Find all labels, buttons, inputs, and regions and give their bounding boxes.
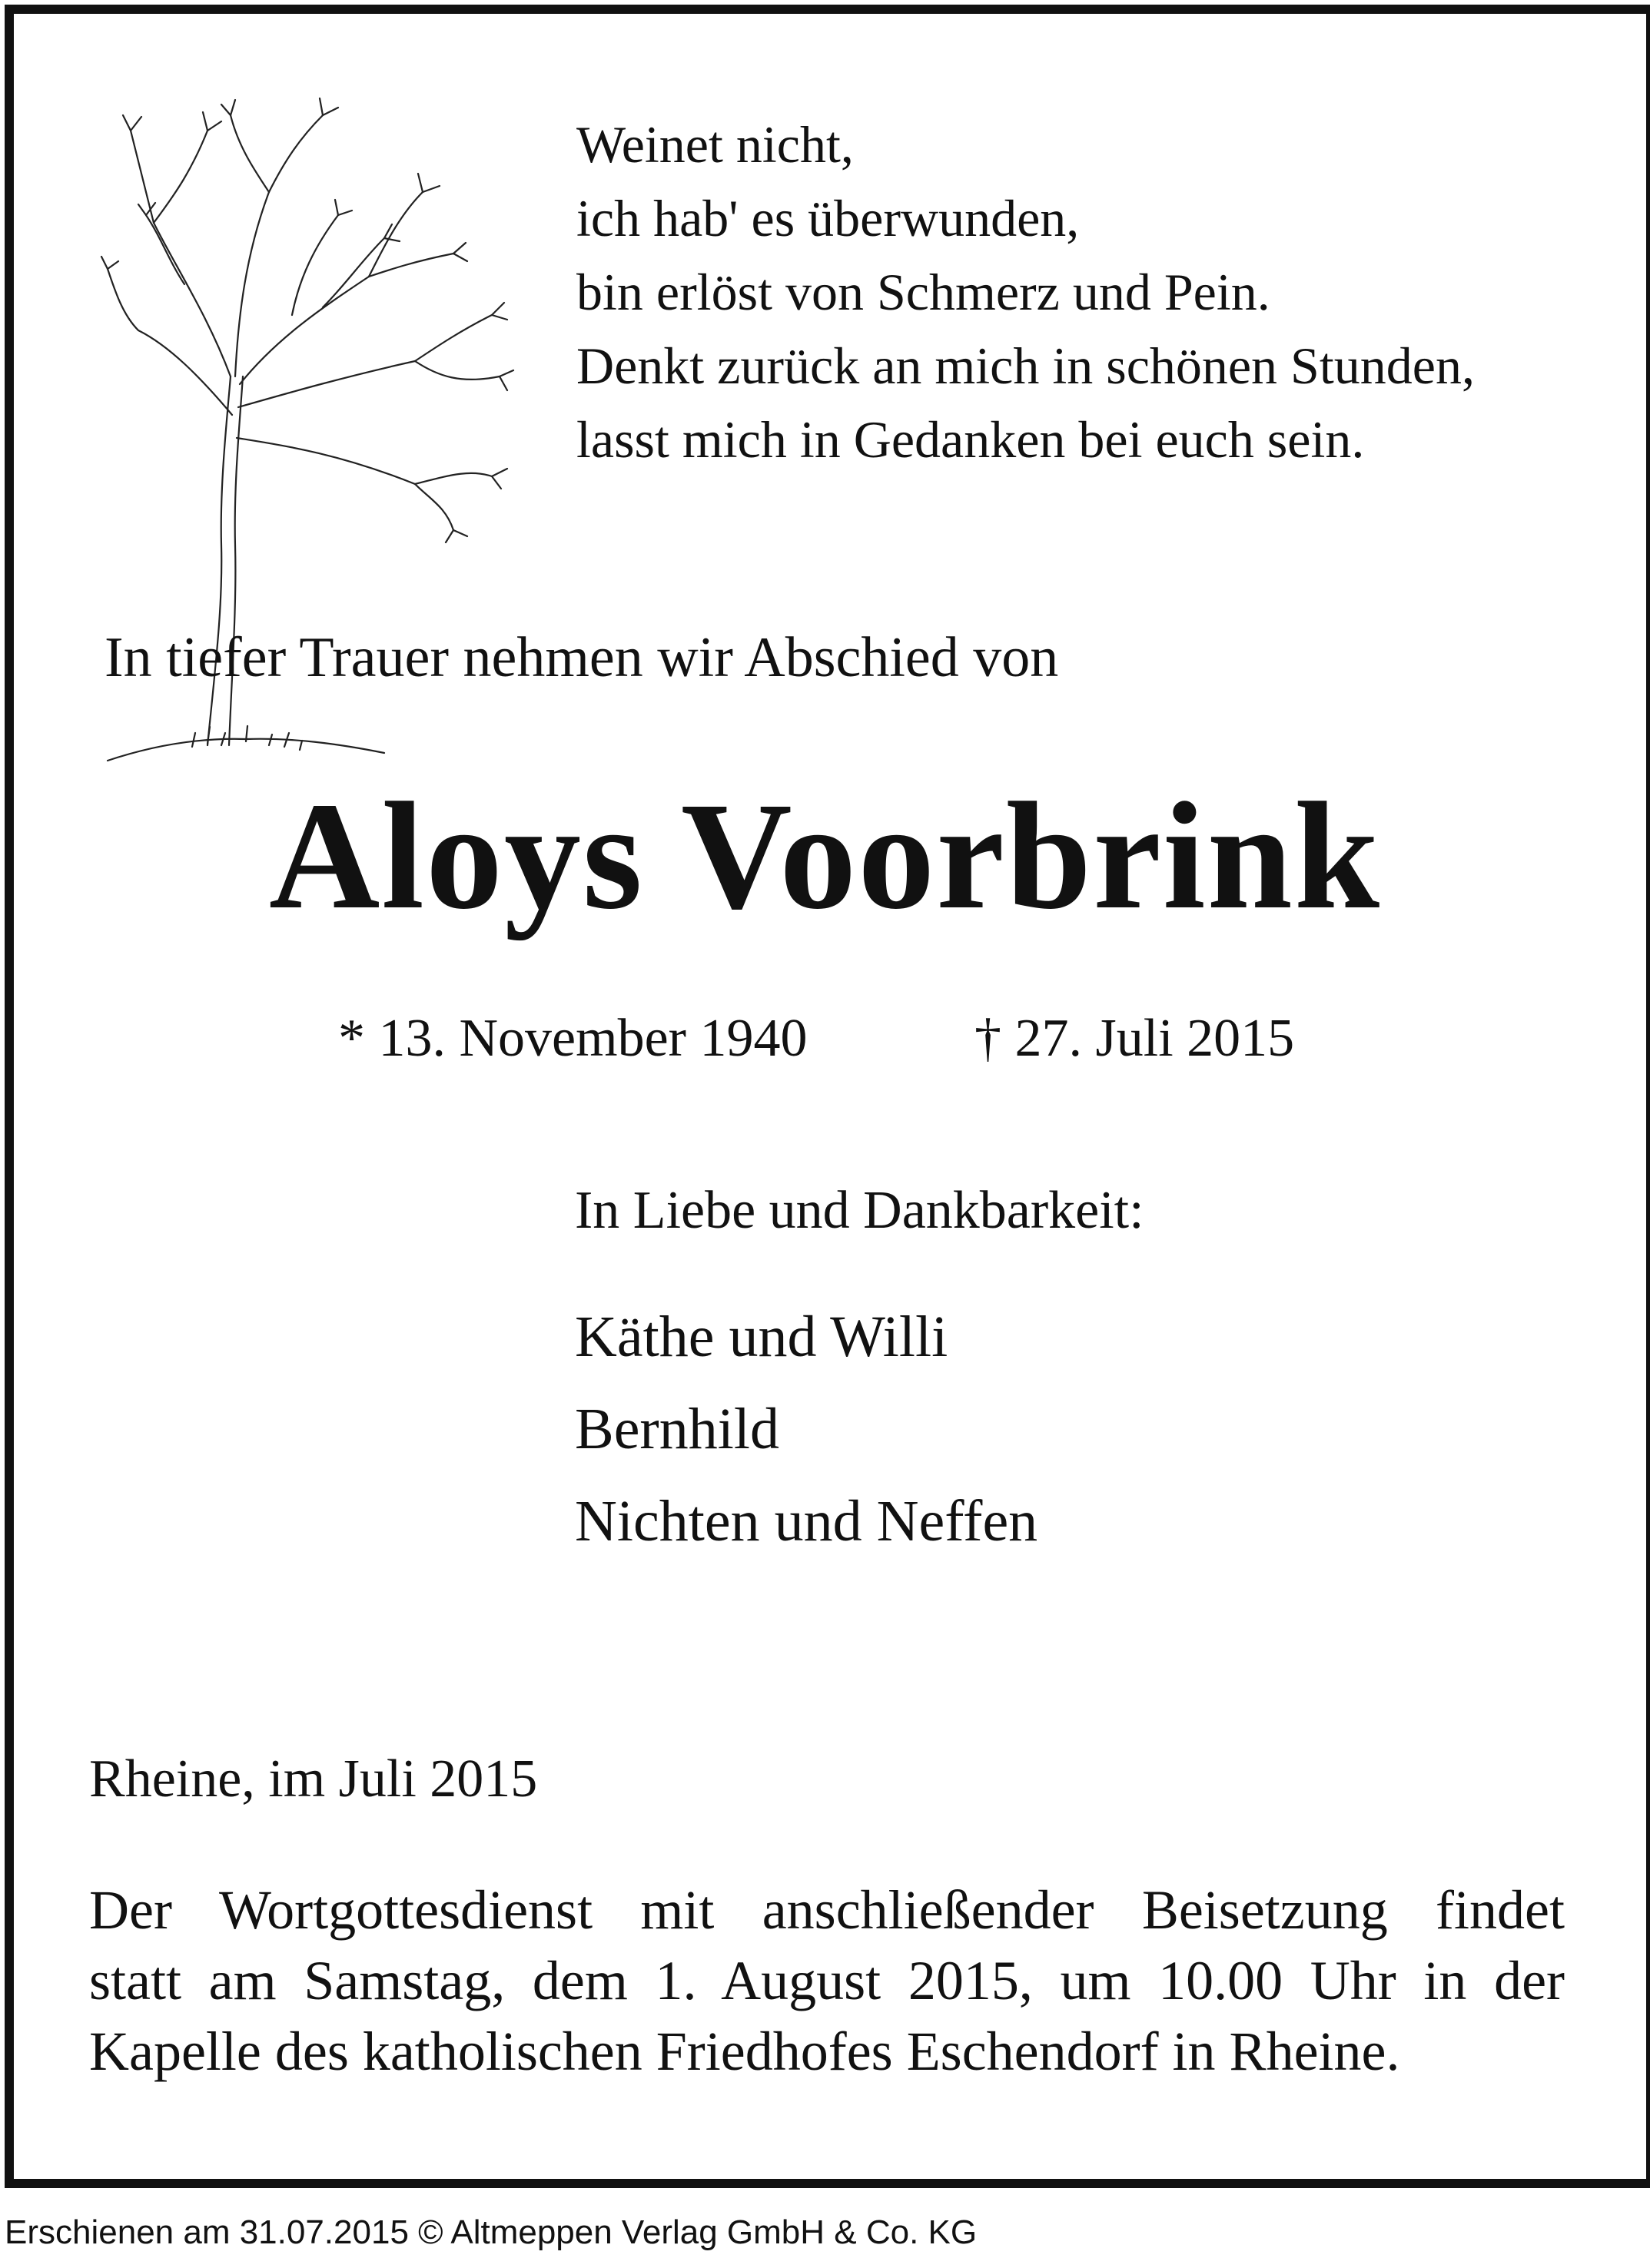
deceased-name: Aloys Voorbrink — [268, 771, 1382, 941]
poem-line: Weinet nicht, — [576, 115, 854, 174]
service-line: statt am Samstag, dem 1. August 2015, um 10.00 Uhr in der — [89, 1950, 1565, 2011]
mourner-name: Bernhild — [575, 1397, 779, 1461]
publication-footer: Erschienen am 31.07.2015 © Altmeppen Verlag GmbH & Co. KG — [5, 2213, 978, 2251]
poem-line: Denkt zurück an mich in schönen Stunden, — [576, 337, 1475, 395]
service-info — [89, 1875, 1565, 2087]
poem — [576, 108, 1475, 476]
poem-line: bin erlöst von Schmerz und Pein. — [576, 263, 1270, 321]
service-line: Kapelle des katholischen Friedhofes Eschendorf in Rheine. — [89, 2021, 1400, 2082]
service-line: Der Wortgottesdienst mit anschließender Beisetzung findet — [89, 1879, 1565, 1941]
mourners-heading: In Liebe und Dankbarkeit: — [575, 1181, 1144, 1240]
poem-line: ich hab' es überwunden, — [576, 189, 1080, 247]
birth-date: * 13. November 1940 — [338, 1009, 808, 1068]
mourner-name: Nichten und Neffen — [575, 1489, 1038, 1553]
poem-line: lasst mich in Gedanken bei euch sein. — [576, 410, 1365, 469]
mourner-name: Käthe und Willi — [575, 1305, 948, 1369]
mourners-list — [575, 1291, 1037, 1567]
intro-text: In tiefer Trauer nehmen wir Abschied von — [105, 626, 1059, 689]
place-date: Rheine, im Juli 2015 — [89, 1749, 538, 1809]
death-date: † 27. Juli 2015 — [974, 1009, 1295, 1068]
